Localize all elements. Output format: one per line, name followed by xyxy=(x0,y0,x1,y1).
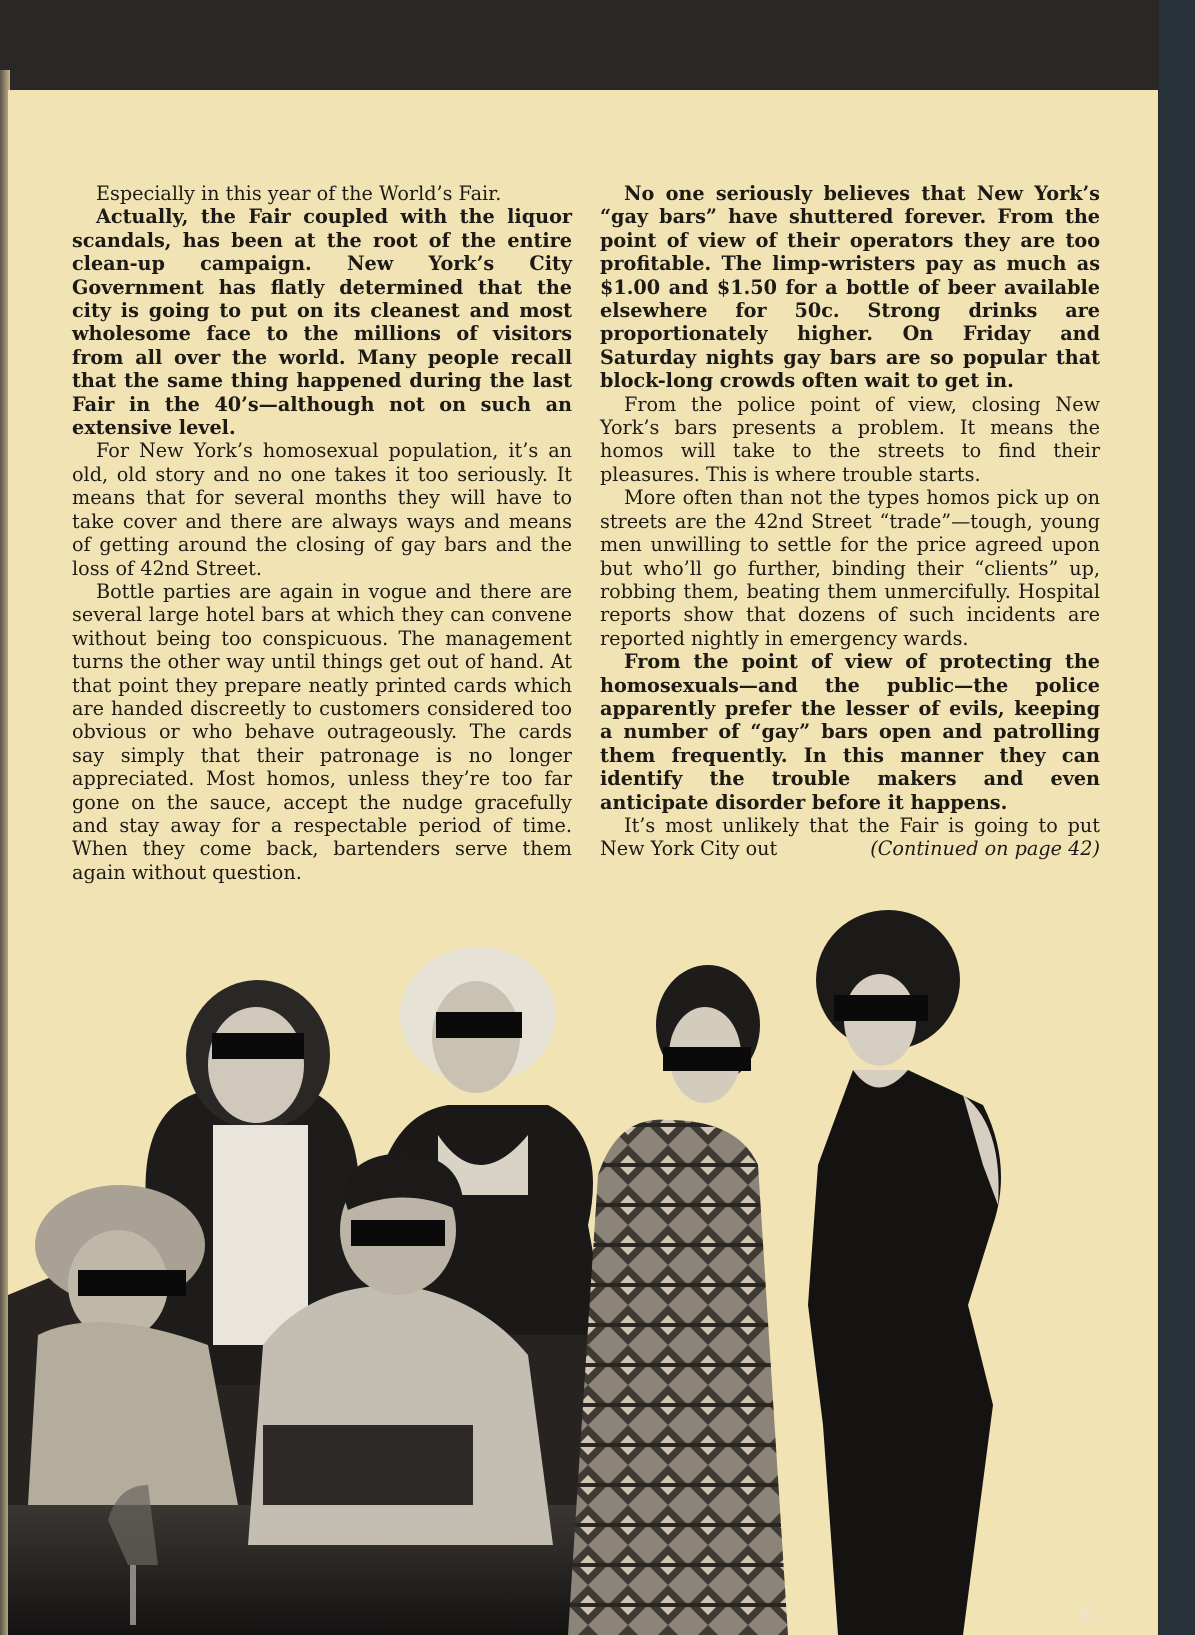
person-dark-dress xyxy=(808,910,1001,1635)
article-paragraph: Actually, the Fair coupled with the liquor scandals, has been at the root of the entire clean-up campaign. New York’s City Government has flatly determined that the city is going to put on its cleanest and most wholesome face to the millions of visitors from all over the world. Many people recall that the same thing happened during the last Fair in the 40’s—although not on such an extensive level. xyxy=(72,205,572,440)
article-paragraph: From the police point of view, closing New York’s bars presents a problem. It means the homos will take to the streets to find their pleasures. This is where trouble starts. xyxy=(600,392,1100,486)
magazine-page xyxy=(8,90,1158,1635)
article-paragraph: Especially in this year of the World’s Fair. xyxy=(96,182,502,205)
right-column-paragraphs xyxy=(600,182,1100,814)
page-number: 41 xyxy=(1077,1604,1098,1623)
person-blanket xyxy=(568,965,788,1635)
group-photo xyxy=(8,865,1158,1635)
right-margin-band xyxy=(1159,0,1195,1635)
article-paragraph: Bottle parties are again in vogue and there are several large hotel bars at which they can convene without being too conspicuous. The management turns the other way until things get out of hand. At that point they prepare neatly printed cards which are handed discreetly to customers considered too obvious or who behave outrageously. The cards say simply that their patronage is no longer appreciated. Most homos, unless they’re too far gone on the sauce, accept the nudge gracefully and stay away for a respectable period of time. When they come back, bartenders serve them again without question. xyxy=(72,579,572,884)
left-text-column xyxy=(72,182,572,884)
article-paragraph: More often than not the types homos pick up on streets are the 42nd Street “trade”—tough, young men unwilling to settle for the price agreed upon but who’ll go further, binding their “clients” up, robbing them, beating them unmercifully. Hospital reports show that dozens of such incidents are reported nightly in emergency wards. xyxy=(600,486,1100,650)
closing-text: It’s most unlikely that the Fair is going to put New York City out xyxy=(600,813,1100,861)
continued-note: (Continued on page 42) xyxy=(870,837,1100,861)
closing-paragraph xyxy=(600,814,1100,861)
right-text-column xyxy=(600,182,1100,861)
article-paragraph: No one seriously believes that New York’s “gay bars” have shuttered forever. From the point of view of their operators they are too profitable. The limp-wristers pay as much as $1.00 and $1.50 for a bottle of beer available elsewhere for 50c. Strong drinks are proportionately higher. On Friday and Saturday nights gay bars are so popular that block-long crowds often wait to get in. xyxy=(600,182,1100,393)
article-paragraph: For New York’s homosexual population, it’s an old, old story and no one takes it too seriously. It means that for several months they will have to take cover and there are always ways and means of getting around the closing of gay bars and the loss of 42nd Street. xyxy=(72,439,572,580)
article-paragraph: From the point of view of protecting the homosexuals—and the public—the police apparently prefer the lesser of evils, keeping a number of “gay” bars open and patrolling them frequently. In this manner they can identify the trouble makers and even anticipate disorder before it happens. xyxy=(600,650,1100,814)
